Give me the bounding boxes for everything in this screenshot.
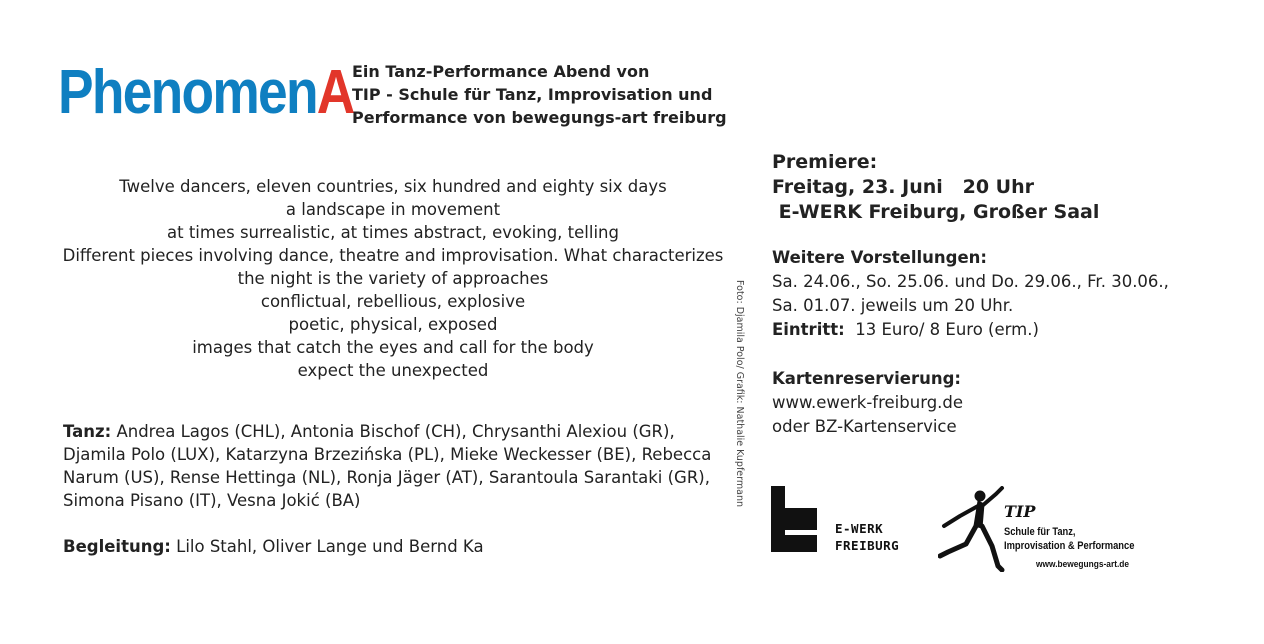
ewerk-logo-line-1: E-WERK <box>835 521 884 536</box>
music-credits <box>63 535 718 558</box>
poem-line: Twelve dancers, eleven countries, six hundred and eighty six days <box>119 177 667 196</box>
ewerk-logo-text <box>835 520 899 554</box>
ewerk-logo-mark <box>771 486 819 552</box>
premiere-block <box>772 150 1099 225</box>
performances-label: Weitere Vorstellungen: <box>772 248 987 267</box>
tip-logo-url: www.bewegungs-art.de <box>1036 559 1130 570</box>
poem-line: expect the unexpected <box>297 361 489 380</box>
intro-line-1: Ein Tanz-Performance Abend von <box>352 62 650 81</box>
premiere-venue: E-WERK Freiburg, Großer Saal <box>772 201 1100 223</box>
dance-names: Andrea Lagos (CHL), Antonia Bischof (CH), Chrysanthi Alexiou (GR), Djamila Polo (LUX), Katarzyna Brzezińska (PL), Mieke Weckesser (BE), Rebecca Narum (US), Rense Hettinga (NL), Ronja Jäger (AT), Sarantoula Sarantaki (GR), Simona Pisano (IT), Vesna Jokić (BA) <box>63 422 712 510</box>
phenomena-logo <box>58 58 354 128</box>
intro-line-2: TIP - Schule für Tanz, Improvisation und <box>352 85 713 104</box>
admission-line <box>772 318 1169 342</box>
performances-dates-2: Sa. 01.07. jeweils um 20 Uhr. <box>772 296 1014 315</box>
tip-logo-name: TIP <box>1004 502 1036 521</box>
tickets-block <box>772 367 963 439</box>
poem-line: the night is the variety of approaches <box>237 269 549 288</box>
admission-price: 13 Euro/ 8 Euro (erm.) <box>844 320 1039 339</box>
dance-credits <box>63 420 718 512</box>
logo-accent-letter: A <box>316 58 354 127</box>
tickets-alternative: oder BZ-Kartenservice <box>772 417 957 436</box>
dance-label: Tanz: <box>63 422 112 441</box>
admission-label: Eintritt: <box>772 320 845 339</box>
poem-line: poetic, physical, exposed <box>288 315 498 334</box>
logo-main-text: Phenomen <box>58 58 317 127</box>
tip-logo <box>938 486 1138 576</box>
intro-block <box>352 60 727 129</box>
performances-dates-1: Sa. 24.06., So. 25.06. und Do. 29.06., Fr. 30.06., <box>772 272 1169 291</box>
music-names: Lilo Stahl, Oliver Lange und Bernd Ka <box>170 537 484 556</box>
ewerk-logo-line-2: FREIBURG <box>835 538 900 553</box>
photo-graphic-credit: Foto: Djamila Polo/ Grafik: Nathalie Kupfermann <box>734 280 745 508</box>
description-poem <box>62 175 724 382</box>
poem-line: Different pieces involving dance, theatre and improvisation. What characterizes <box>62 246 724 265</box>
poem-line: images that catch the eyes and call for the body <box>192 338 594 357</box>
credits-block <box>63 420 718 558</box>
premiere-date: Freitag, 23. Juni 20 Uhr <box>772 176 1035 198</box>
ewerk-logo <box>771 486 931 556</box>
premiere-label: Premiere: <box>772 151 878 173</box>
tickets-label: Kartenreservierung: <box>772 369 962 388</box>
poem-line: a landscape in movement <box>285 200 501 219</box>
tip-logo-line-2: Improvisation & Performance <box>1004 540 1135 552</box>
tickets-website[interactable]: www.ewerk-freiburg.de <box>772 393 964 412</box>
poem-line: at times surrealistic, at times abstract, evoking, telling <box>167 223 619 242</box>
tip-logo-line-1: Schule für Tanz, <box>1004 526 1076 538</box>
intro-line-3: Performance von bewegungs-art freiburg <box>352 108 727 127</box>
poem-line: conflictual, rebellious, explosive <box>260 292 526 311</box>
performances-block <box>772 246 1169 342</box>
music-label: Begleitung: <box>63 537 171 556</box>
